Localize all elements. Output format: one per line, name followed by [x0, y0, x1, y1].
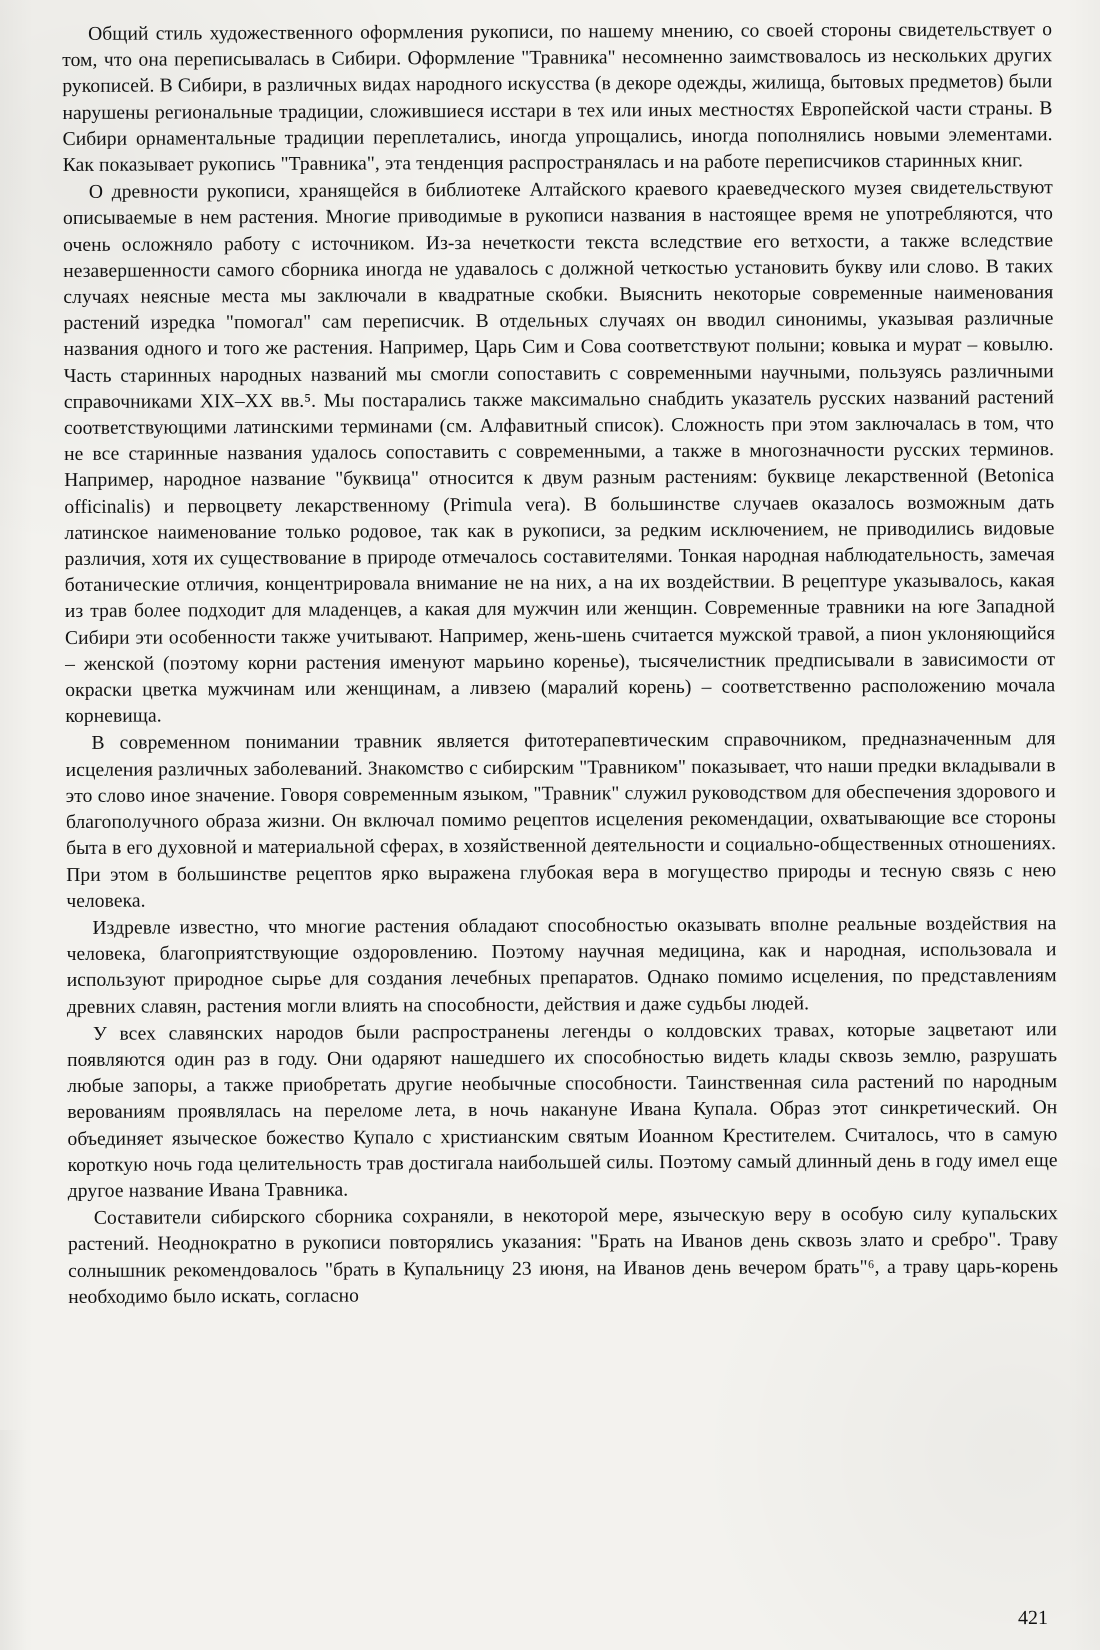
scan-edge-shadow: [0, 1430, 26, 1650]
paragraph-2: О древности рукописи, хранящейся в библиотеке Алтайского краевого краеведческого музея свидетельствуют описываемые в нем растения. Многие приводимые в рукописи названия в настоящее время не употребляются, что очень осложняло работу с источником. Из-за нечеткости текста вследствие его ветхости, а также вследствие незавершенности самого сборника иногда не удавалось с должной четкостью установить букву или слово. В таких случаях неясные места мы заключали в квадратные скобки. Выяснить некоторые современные наименования растений изредка "помогал" сам переписчик. В отдельных случаях он вводил синонимы, указывая различные названия одного и того же растения. Например, Царь Сим и Сова соответствуют полыни; ковыка и мурат – ковылю. Часть старинных народных названий мы смогли сопоставить с современными научными, пользуясь различными справочниками XIX–XX вв.⁵. Мы постарались также максимально снабдить указатель русских названий растений соответствующими латинскими терминами (см. Алфавитный список). Сложность при этом заключалась в том, что не все старинные названия удалось сопоставить с современными, а также в многозначности русских терминов. Например, народное название "буквица" относится к двум разным растениям: буквице лекарственной (Betonica officinalis) и первоцвету лекарственному (Primula vera). В большинстве случаев оказалось возможным дать латинское наименование только родовое, так как в рукописи, за редким исключением, не приводились видовые различия, хотя их существование в природе отмечалось составителями. Тонкая народная наблюдательность, замечая ботанические отличия, концентрировала внимание не на них, а на их воздействии. В рецептуре указывалось, какая из трав более подходит для младенцев, а какая для мужчин или женщин. Современные травники на юге Западной Сибири эти особенности также учитывают. Например, жень-шень считается мужской травой, а пион уклоняющийся – женской (поэтому корни растения именуют марьино коренье), тысячелистник предписывали в зависимости от окраски цветка мужчинам или женщинам, а ливзею (маралий корень) – соответственно расположению мочала корневища.: [62, 177, 1056, 728]
paragraph-4: Издревле известно, что многие растения обладают способностью оказывать вполне реальные воздействия на человека, благоприятствующие оздоровлению. Поэтому научная медицина, как и народная, использовала и используют природное сырье для создания лечебных препаратов. Однако помимо исцеления, по представлениям древних славян, растения могли влиять на способности, действия и даже судьбы людей.: [66, 913, 1057, 1018]
paragraph-3: В современном понимании травник является фитотерапевтическим справочником, предназначенным для исцеления различных заболеваний. Знакомство с сибирским "Травником" показывает, что наши предки вкладывали в это слово иное значение. Говоря современным языком, "Травник" служил руководством для обеспечения здорового и благополучного образа жизни. Он включал помимо рецептов исцеления рекомендации, охватывающие все стороны быта в его духовной и материальной сферах, в хозяйственной деятельности и социально-общественных отношениях. При этом в большинстве рецептов ярко выражена глубокая вера в могущество природы и тесную связь с нею человека.: [65, 728, 1057, 912]
paragraph-1: Общий стиль художественного оформления рукописи, по нашему мнению, со своей стороны свидетельствует о том, что она переписывалась в Сибири. Оформление "Травника" несомненно заимствовалось из нескольких других рукописей. В Сибири, в различных видах народного искусства (в декоре одежды, жилища, бытовых предметов) были нарушены региональные традиции, сложившиеся исстари в тех или иных местностях Европейской части страны. В Сибири орнаментальные традиции переплетались, иногда упрощались, иногда пополнялись новыми элементами. Как показывает рукопись "Травника", эта тенденция распространялась и на работе переписчиков старинных книг.: [62, 19, 1053, 177]
paragraph-5: У всех славянских народов были распространены легенды о колдовских травах, которые зацветают или появляются один раз в году. Они одаряют нашедшего их способностью видеть клады сквозь землю, разрушать любые запоры, а также приобретать другие необычные способности. Таинственная сила растений по народным верованиям проявлялась на переломе лета, в ночь накануне Ивана Купала. Образ этот синкретический. Он объединяет языческое божество Купало с христианским святым Иоанном Крестителем. Считалось, что в самую короткую ночь года целительность трав достигала наибольшей силы. Поэтому самый длинный день в году имел еще другое название Ивана Травника.: [67, 1018, 1058, 1202]
main-text-block: [62, 17, 1058, 1311]
page-number: 421: [1017, 1606, 1049, 1630]
paragraph-6: Составители сибирского сборника сохраняли, в некоторой мере, языческую веру в особую силу купальских растений. Неоднократно в рукописи повторялись указания: "Брать на Иванов день сквозь злато и сребро". Траву солнышник рекомендовалось "брать в Купальницу 23 июня, на Иванов день вечером брать"⁶, а траву царь-корень необходимо было искать, согласно: [67, 1203, 1059, 1308]
